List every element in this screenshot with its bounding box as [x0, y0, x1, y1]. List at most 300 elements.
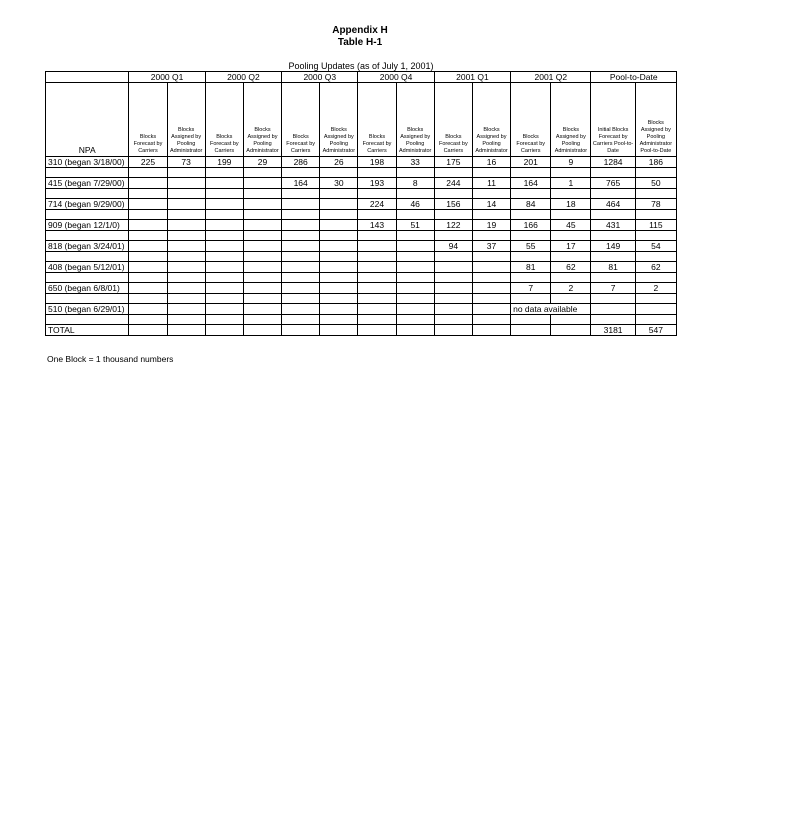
empty-cell	[243, 252, 281, 262]
empty-cell	[167, 210, 205, 220]
empty-cell	[396, 252, 434, 262]
table-cell: 29	[243, 157, 281, 168]
empty-cell	[591, 231, 635, 241]
table-cell	[358, 262, 396, 273]
empty-cell	[511, 189, 551, 199]
empty-cell	[320, 231, 358, 241]
table-cell	[167, 262, 205, 273]
table-cell	[205, 199, 243, 210]
empty-cell	[358, 294, 396, 304]
table-cell	[129, 304, 167, 315]
npa-header: NPA	[46, 83, 129, 157]
empty-cell	[472, 168, 510, 178]
empty-cell	[205, 294, 243, 304]
table-cell: 7	[591, 283, 635, 294]
empty-cell	[320, 294, 358, 304]
table-cell	[243, 283, 281, 294]
table-cell: 765	[591, 178, 635, 189]
table-cell	[205, 283, 243, 294]
table-cell	[472, 304, 510, 315]
table-cell: 16	[472, 157, 510, 168]
assigned-header: Blocks Assigned by Pooling Administrator	[472, 83, 510, 157]
table-cell: 46	[396, 199, 434, 210]
table-cell: 8	[396, 178, 434, 189]
empty-cell	[46, 210, 129, 220]
sub-header-row	[46, 83, 677, 157]
quarter-header: 2000 Q1	[129, 72, 205, 83]
empty-cell	[511, 231, 551, 241]
empty-cell	[358, 252, 396, 262]
quarter-header-row	[46, 72, 677, 83]
table-cell: 26	[320, 157, 358, 168]
empty-cell	[243, 315, 281, 325]
table-cell	[243, 241, 281, 252]
empty-cell	[511, 210, 551, 220]
table-row	[46, 157, 677, 168]
table-cell	[167, 325, 205, 336]
empty-cell	[129, 168, 167, 178]
forecast-header: Blocks Forecast by Carriers	[282, 83, 320, 157]
table-cell: 11	[472, 178, 510, 189]
table-cell	[129, 241, 167, 252]
table-row	[46, 220, 677, 231]
npa-cell: 818 (began 3/24/01)	[46, 241, 129, 252]
empty-cell	[205, 210, 243, 220]
table-cell	[396, 241, 434, 252]
spacer-row	[46, 294, 677, 304]
table-cell	[320, 325, 358, 336]
table-cell	[205, 262, 243, 273]
table-cell: 164	[282, 178, 320, 189]
table-cell	[320, 283, 358, 294]
npa-cell: 310 (began 3/18/00)	[46, 157, 129, 168]
empty-cell	[472, 210, 510, 220]
table-cell: 54	[635, 241, 676, 252]
table-cell	[396, 262, 434, 273]
total-label: TOTAL	[46, 325, 129, 336]
empty-cell	[282, 252, 320, 262]
empty-cell	[358, 210, 396, 220]
assigned-header: Blocks Assigned by Pooling Administrator	[396, 83, 434, 157]
empty-cell	[282, 294, 320, 304]
table-cell	[396, 325, 434, 336]
forecast-header: Blocks Forecast by Carriers	[434, 83, 472, 157]
table-cell	[434, 325, 472, 336]
table-cell	[282, 283, 320, 294]
table-cell: 50	[635, 178, 676, 189]
empty-cell	[46, 168, 129, 178]
forecast-header: Blocks Forecast by Carriers	[205, 83, 243, 157]
empty-cell	[243, 231, 281, 241]
empty-cell	[472, 252, 510, 262]
empty-cell	[635, 294, 676, 304]
table-row	[46, 178, 677, 189]
table-cell: 62	[635, 262, 676, 273]
table-cell	[591, 304, 635, 315]
table-cell	[167, 241, 205, 252]
table-cell: 55	[511, 241, 551, 252]
spacer-row	[46, 189, 677, 199]
table-cell	[167, 220, 205, 231]
table-cell: 81	[591, 262, 635, 273]
empty-cell	[129, 252, 167, 262]
empty-cell	[46, 273, 129, 283]
empty-cell	[396, 210, 434, 220]
table-cell	[472, 262, 510, 273]
empty-cell	[511, 252, 551, 262]
empty-cell	[591, 168, 635, 178]
empty-cell	[396, 189, 434, 199]
empty-cell	[358, 231, 396, 241]
empty-cell	[551, 294, 591, 304]
empty-cell	[511, 315, 551, 325]
empty-cell	[46, 294, 129, 304]
empty-cell	[591, 252, 635, 262]
table-cell: 14	[472, 199, 510, 210]
empty-cell	[511, 168, 551, 178]
table-cell	[358, 325, 396, 336]
table-cell	[358, 241, 396, 252]
table-cell	[129, 262, 167, 273]
table-cell: 156	[434, 199, 472, 210]
table-cell	[167, 199, 205, 210]
empty-cell	[320, 168, 358, 178]
quarter-header: 2000 Q2	[205, 72, 281, 83]
empty-cell	[511, 273, 551, 283]
header-corner	[46, 72, 129, 83]
table-cell	[243, 178, 281, 189]
table-row	[46, 283, 677, 294]
empty-cell	[46, 189, 129, 199]
empty-cell	[511, 294, 551, 304]
empty-cell	[243, 210, 281, 220]
npa-cell: 650 (began 6/8/01)	[46, 283, 129, 294]
table-caption: Pooling Updates (as of July 1, 2001)	[288, 61, 434, 71]
table-cell	[511, 325, 551, 336]
empty-cell	[243, 168, 281, 178]
table-cell	[129, 220, 167, 231]
assigned-header: Blocks Assigned by Pooling Administrator	[167, 83, 205, 157]
table-cell	[243, 199, 281, 210]
table-cell	[320, 241, 358, 252]
empty-cell	[320, 315, 358, 325]
empty-cell	[205, 231, 243, 241]
empty-cell	[167, 168, 205, 178]
table-cell	[282, 325, 320, 336]
empty-cell	[635, 252, 676, 262]
table-cell	[205, 304, 243, 315]
empty-cell	[434, 210, 472, 220]
empty-cell	[591, 294, 635, 304]
quarter-header: 2000 Q3	[282, 72, 358, 83]
npa-cell: 408 (began 5/12/01)	[46, 262, 129, 273]
empty-cell	[282, 210, 320, 220]
empty-cell	[396, 315, 434, 325]
total-assigned: 547	[635, 325, 676, 336]
empty-cell	[320, 273, 358, 283]
table-row	[46, 262, 677, 273]
table-cell: 122	[434, 220, 472, 231]
table-cell	[320, 199, 358, 210]
table-cell: 33	[396, 157, 434, 168]
empty-cell	[551, 168, 591, 178]
table-cell	[243, 304, 281, 315]
table-cell	[434, 262, 472, 273]
quarter-header: 2001 Q1	[434, 72, 510, 83]
empty-cell	[129, 315, 167, 325]
empty-cell	[282, 273, 320, 283]
table-cell: 201	[511, 157, 551, 168]
empty-cell	[205, 168, 243, 178]
table-cell: 30	[320, 178, 358, 189]
table-cell: 1	[551, 178, 591, 189]
table-cell	[129, 178, 167, 189]
empty-cell	[396, 273, 434, 283]
table-cell: 143	[358, 220, 396, 231]
table-cell	[129, 199, 167, 210]
empty-cell	[591, 210, 635, 220]
table-cell: 149	[591, 241, 635, 252]
table-cell	[167, 283, 205, 294]
spacer-row	[46, 168, 677, 178]
table-cell	[434, 304, 472, 315]
empty-cell	[282, 189, 320, 199]
table-cell	[320, 220, 358, 231]
empty-cell	[434, 252, 472, 262]
spacer-row	[46, 273, 677, 283]
table-cell	[434, 283, 472, 294]
no-data-note: no data available	[511, 304, 591, 315]
npa-cell: 909 (began 12/1/0)	[46, 220, 129, 231]
empty-cell	[551, 210, 591, 220]
empty-cell	[282, 231, 320, 241]
page-title: Appendix H	[332, 25, 388, 36]
empty-cell	[551, 231, 591, 241]
forecast-header: Blocks Forecast by Carriers	[511, 83, 551, 157]
table-cell: 37	[472, 241, 510, 252]
table-cell	[320, 304, 358, 315]
table-cell: 164	[511, 178, 551, 189]
pooling-table	[45, 71, 677, 336]
table-cell: 193	[358, 178, 396, 189]
empty-cell	[358, 315, 396, 325]
empty-cell	[635, 315, 676, 325]
empty-cell	[243, 294, 281, 304]
table-cell: 51	[396, 220, 434, 231]
table-row	[46, 304, 677, 315]
empty-cell	[320, 189, 358, 199]
table-cell	[205, 220, 243, 231]
empty-cell	[358, 189, 396, 199]
table-cell: 431	[591, 220, 635, 231]
spacer-row	[46, 231, 677, 241]
table-cell: 45	[551, 220, 591, 231]
empty-cell	[320, 252, 358, 262]
empty-cell	[472, 273, 510, 283]
empty-cell	[282, 315, 320, 325]
table-cell	[205, 325, 243, 336]
empty-cell	[129, 231, 167, 241]
empty-cell	[358, 168, 396, 178]
table-cell: 9	[551, 157, 591, 168]
table-cell: 244	[434, 178, 472, 189]
table-cell: 464	[591, 199, 635, 210]
empty-cell	[434, 294, 472, 304]
total-initial: 3181	[591, 325, 635, 336]
empty-cell	[167, 231, 205, 241]
empty-cell	[396, 294, 434, 304]
table-cell	[358, 283, 396, 294]
table-cell	[205, 178, 243, 189]
footnote: One Block = 1 thousand numbers	[47, 354, 174, 364]
empty-cell	[635, 210, 676, 220]
empty-cell	[551, 189, 591, 199]
table-cell	[243, 325, 281, 336]
table-cell: 225	[129, 157, 167, 168]
assigned-header: Blocks Assigned by Pooling Administrator	[243, 83, 281, 157]
table-cell: 198	[358, 157, 396, 168]
table-cell	[472, 325, 510, 336]
table-cell: 175	[434, 157, 472, 168]
empty-cell	[167, 252, 205, 262]
table-cell	[396, 304, 434, 315]
empty-cell	[472, 231, 510, 241]
empty-cell	[551, 315, 591, 325]
empty-cell	[396, 231, 434, 241]
empty-cell	[129, 210, 167, 220]
empty-cell	[320, 210, 358, 220]
table-cell	[282, 262, 320, 273]
table-cell: 7	[511, 283, 551, 294]
table-cell: 166	[511, 220, 551, 231]
table-cell	[472, 283, 510, 294]
table-cell	[396, 283, 434, 294]
empty-cell	[591, 273, 635, 283]
forecast-header: Blocks Forecast by Carriers	[358, 83, 396, 157]
empty-cell	[205, 315, 243, 325]
empty-cell	[396, 168, 434, 178]
empty-cell	[46, 315, 129, 325]
table-cell: 94	[434, 241, 472, 252]
total-row	[46, 325, 677, 336]
table-cell	[129, 283, 167, 294]
table-cell: 2	[635, 283, 676, 294]
spacer-row	[46, 315, 677, 325]
empty-cell	[243, 189, 281, 199]
empty-cell	[205, 189, 243, 199]
table-cell: 224	[358, 199, 396, 210]
empty-cell	[46, 231, 129, 241]
empty-cell	[282, 168, 320, 178]
spacer-row	[46, 252, 677, 262]
empty-cell	[472, 315, 510, 325]
empty-cell	[167, 315, 205, 325]
empty-cell	[635, 168, 676, 178]
table-cell: 19	[472, 220, 510, 231]
table-cell	[551, 325, 591, 336]
pool-to-date-header: Pool-to-Date	[591, 72, 677, 83]
empty-cell	[551, 252, 591, 262]
empty-cell	[591, 189, 635, 199]
table-cell	[282, 220, 320, 231]
table-cell	[167, 178, 205, 189]
quarter-header: 2000 Q4	[358, 72, 434, 83]
table-cell: 84	[511, 199, 551, 210]
table-cell: 18	[551, 199, 591, 210]
empty-cell	[358, 273, 396, 283]
quarter-header: 2001 Q2	[511, 72, 591, 83]
table-cell: 286	[282, 157, 320, 168]
table-cell: 62	[551, 262, 591, 273]
table-cell: 2	[551, 283, 591, 294]
empty-cell	[434, 273, 472, 283]
table-cell	[205, 241, 243, 252]
table-cell	[129, 325, 167, 336]
table-cell: 1284	[591, 157, 635, 168]
empty-cell	[434, 168, 472, 178]
empty-cell	[591, 315, 635, 325]
table-cell: 199	[205, 157, 243, 168]
empty-cell	[167, 273, 205, 283]
table-cell	[167, 304, 205, 315]
empty-cell	[635, 189, 676, 199]
table-cell	[282, 199, 320, 210]
table-cell	[635, 304, 676, 315]
npa-cell: 510 (began 6/29/01)	[46, 304, 129, 315]
empty-cell	[129, 189, 167, 199]
table-cell	[243, 262, 281, 273]
table-cell: 78	[635, 199, 676, 210]
table-title: Table H-1	[337, 37, 383, 48]
assigned-header: Blocks Assigned by Pooling Administrator	[551, 83, 591, 157]
empty-cell	[434, 189, 472, 199]
table-cell: 73	[167, 157, 205, 168]
empty-cell	[635, 273, 676, 283]
empty-cell	[205, 273, 243, 283]
table-cell	[282, 241, 320, 252]
table-cell	[282, 304, 320, 315]
empty-cell	[129, 294, 167, 304]
initial-forecast-header: Initial Blocks Forecast by Carriers Pool-to-Date	[591, 83, 635, 157]
empty-cell	[635, 231, 676, 241]
spacer-row	[46, 210, 677, 220]
empty-cell	[205, 252, 243, 262]
table-cell: 115	[635, 220, 676, 231]
table-cell: 186	[635, 157, 676, 168]
table-row	[46, 199, 677, 210]
table-cell	[358, 304, 396, 315]
empty-cell	[434, 231, 472, 241]
table-cell	[320, 262, 358, 273]
empty-cell	[167, 189, 205, 199]
table-cell: 81	[511, 262, 551, 273]
empty-cell	[243, 273, 281, 283]
forecast-header: Blocks Forecast by Carriers	[129, 83, 167, 157]
table-cell: 17	[551, 241, 591, 252]
npa-cell: 714 (began 9/29/00)	[46, 199, 129, 210]
empty-cell	[167, 294, 205, 304]
empty-cell	[46, 252, 129, 262]
empty-cell	[472, 294, 510, 304]
assigned-ptd-header: Blocks Assigned by Pooling Administrator Pool-to-Date	[635, 83, 676, 157]
empty-cell	[551, 273, 591, 283]
assigned-header: Blocks Assigned by Pooling Administrator	[320, 83, 358, 157]
npa-cell: 415 (began 7/29/00)	[46, 178, 129, 189]
empty-cell	[434, 315, 472, 325]
table-cell	[243, 220, 281, 231]
empty-cell	[472, 189, 510, 199]
table-row	[46, 241, 677, 252]
